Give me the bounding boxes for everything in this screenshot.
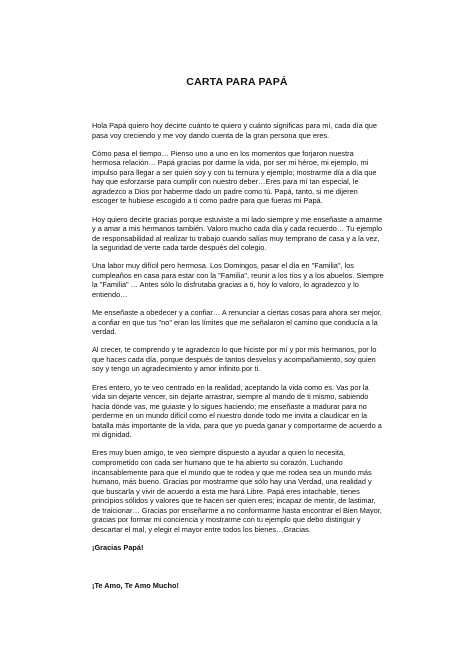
paragraph-6: Al crecer, te comprendo y te agradezco lo que hiciste por mí y por mis hermanos, por lo que haces cada día, porque después de tantos desvelos y acompañamiento, soy quien soy y tengo un agradecimiento y amor infinito por ti. [92, 345, 377, 374]
paragraph-2: Cómo pasa el tiempo… Pienso uno a uno en los momentos que forjaron nuestra hermosa relación… Papá gracias por darme la vida, por ser mi héroe, mi ejemplo, mi impulso para llegar a ser quien soy y con tu ternura y ejemplo; mostrarme día a día que hay que esforzarse para cumplir con nuestro deber…Eres para mí tan especial, le agradezco a Dios por haberme dado un padre como tú. Papá, tanto, si me dijeren escoger te hubiese escogido a ti como padre para que fueras mi Papá. [92, 148, 377, 206]
paragraph-3: Hoy quiero decirte gracias porque estuviste a mi lado siempre y me enseñaste a amarme y a amar a mis hermanos también. Valoro mucho cada día y cada recuerdo… Tu ejemplo de responsabilidad al realizar tu trabajo cuando salías muy temprano de casa y a la vez, la seguridad de verte cada tarde después del colegio. [92, 214, 383, 253]
paragraph-4: Una labor muy difícil pero hermosa. Los Domingos, pasar el día en "Familia", los cumpleaños en casa para estar con la "Familia", reunir a los tíos y a los abuelos. Siempre la "Familia" … Antes sólo lo disfrutaba gracias a ti, hoy lo valoro, lo agradezco y lo entiendo… [92, 261, 384, 299]
paragraph-5: Me enseñaste a obedecer y a confiar… A renunciar a ciertas cosas para ahora ser mejor, a confiar en que tus "no" eran los límites que me señalaron el camino que conducía a la verdad. [92, 308, 382, 337]
paragraph-7: Eres entero, yo te veo centrado en la realidad, aceptando la vida como es. Vas por la vida sin dejarte vencer, sin dejarte arrastrar, siempre al mando de ti mismo, sabiendo hacia dónde vas, me guiaste y lo sigues haciendo; me enseñaste a madurar para no perderme en un mundo difícil como el nuestro donde todo me invita a claudicar en la batalla más importante de la vida, para que yo pueda ganar y comportarme de acuerdo a mi dignidad. [92, 382, 382, 440]
paragraph-1: Hola Papá quiero hoy decirte cuánto te quiero y cuánto significas para mí, cada día que pasa voy creciendo y me voy dando cuenta de la gran persona que eres. [92, 121, 377, 140]
paragraph-8: Eres muy buen amigo, te veo siempre dispuesto a ayudar a quien lo necesita, comprometido con cada ser humano que te ha abierto su corazón. Luchando incansablemente para que el mundo que te rodea y que me rodea sea un mundo más humano, más bueno. Gracias por mostrarme que sólo hay una Verdad, una realidad y que buscarla y vivir de acuerdo a esta me hará Libre. Papá eres intachable, tienes principios sólidos y valores que te hacen ser quien eres; incapaz de mentir, de lastimar, de traicionar… Gracias por enseñarme a no conformarme hasta encontrar el Bien Mayor, gracias por formar mi conciencia y mostrarme con tu ejemplo que debo distinguir y descartar el mal, y elegir el mayor entre todos los bienes…Gracias. [92, 448, 382, 534]
closing-thanks: ¡Gracias Papá! [92, 542, 144, 552]
closing-love: ¡Te Amo, Te Amo Mucho! [92, 580, 179, 590]
letter-body [92, 121, 384, 590]
page-title: CARTA PARA PAPÁ [186, 76, 288, 88]
